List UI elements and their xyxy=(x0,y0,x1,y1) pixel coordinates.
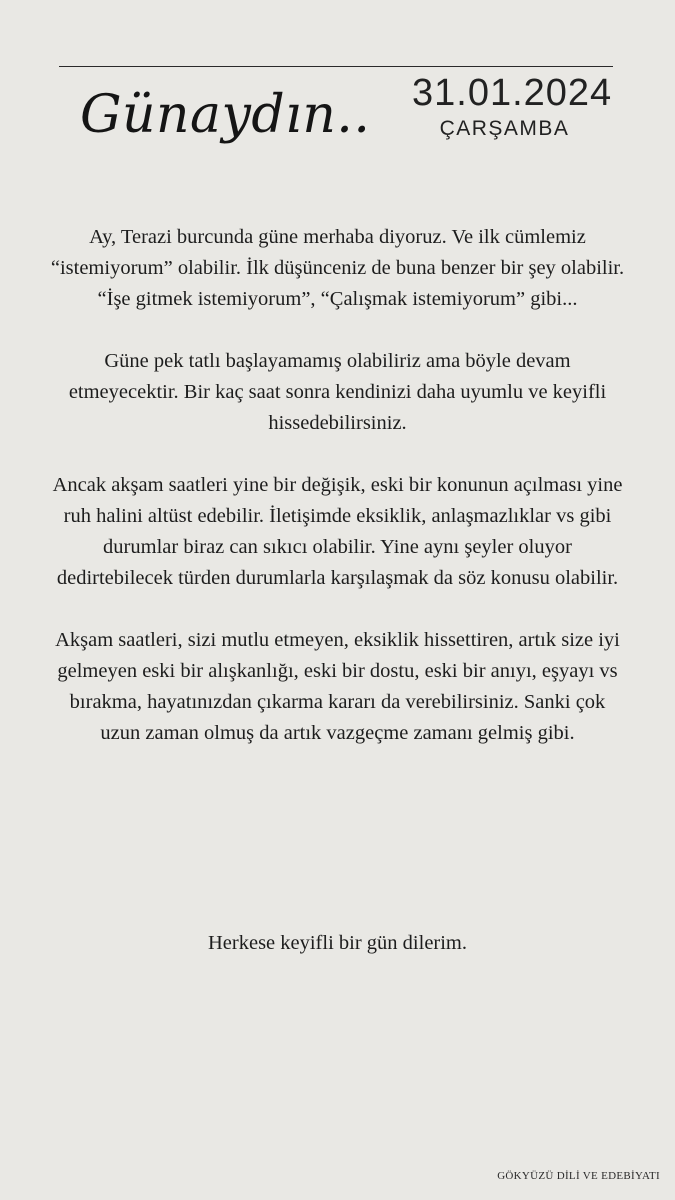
paragraph-1: Ay, Terazi burcunda güne merhaba diyoruz. Ve ilk cümlemiz “istemiyorum” olabilir. İlk düşünceniz de buna benzer bir şey olabilir. “İşe gitmek istemiyorum”, “Çalışmak istemiyorum” gibi... xyxy=(50,226,625,310)
top-divider xyxy=(59,66,613,67)
horoscope-body xyxy=(50,222,625,780)
paragraph-2: Güne pek tatlı başlayamamış olabiliriz ama böyle devam etmeyecektir. Bir kaç saat sonra kendinizi daha uyumlu ve keyifli hissedebilirsiniz. xyxy=(68,350,607,434)
weekday-label: ÇARŞAMBA xyxy=(439,117,570,140)
date-label: 31.01.2024 xyxy=(412,72,613,114)
paragraph-4: Akşam saatleri, sizi mutlu etmeyen, eksiklik hissettiren, artık size iyi gelmeyen eski bir alışkanlığı, eski bir dostu, eski bir anıyı, eşyayı vs bırakma, hayatınızdan çıkarma kararı da verebilirsiniz. Sanki çok uzun zaman olmuş da artık vazgeçme zamanı gelmiş gibi. xyxy=(55,629,620,744)
greeting-title: Günaydın.. xyxy=(80,85,371,145)
closing-line: Herkese keyifli bir gün dilerim. xyxy=(207,932,468,954)
paragraph-3: Ancak akşam saatleri yine bir değişik, eski bir konunun açılması yine ruh halini altüst edebilir. İletişimde eksiklik, anlaşmazlıklar vs gibi durumlar biraz can sıkıcı olabilir. Yine aynı şeyler oluyor dedirtebilecek türden durumlarla karşılaşmak da söz konusu olabilir. xyxy=(52,474,623,589)
footer-signature: GÖKYÜZÜ DİLİ VE EDEBİYATI xyxy=(497,1170,660,1182)
